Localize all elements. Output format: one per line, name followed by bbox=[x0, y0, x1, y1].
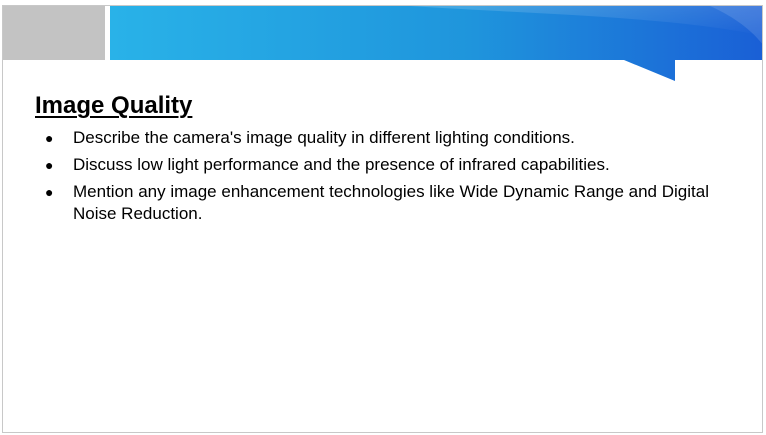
bullet-item bbox=[43, 127, 723, 149]
slide bbox=[2, 5, 763, 433]
header-gray-block bbox=[3, 6, 105, 60]
bullet-item bbox=[43, 154, 723, 176]
bullet-icon: ● bbox=[45, 184, 54, 200]
bullet-list bbox=[43, 127, 723, 230]
bullet-text: Mention any image enhancement technologies like Wide Dynamic Range and Digital Noise Reduction. bbox=[73, 182, 709, 223]
bullet-icon: ● bbox=[45, 130, 54, 146]
bullet-item bbox=[43, 181, 723, 225]
slide-title: Image Quality bbox=[35, 92, 193, 119]
bullet-icon: ● bbox=[45, 157, 54, 173]
bullet-text: Describe the camera's image quality in different lighting conditions. bbox=[73, 128, 575, 147]
header-banner bbox=[110, 6, 763, 82]
bullet-text: Discuss low light performance and the presence of infrared capabilities. bbox=[73, 155, 610, 174]
